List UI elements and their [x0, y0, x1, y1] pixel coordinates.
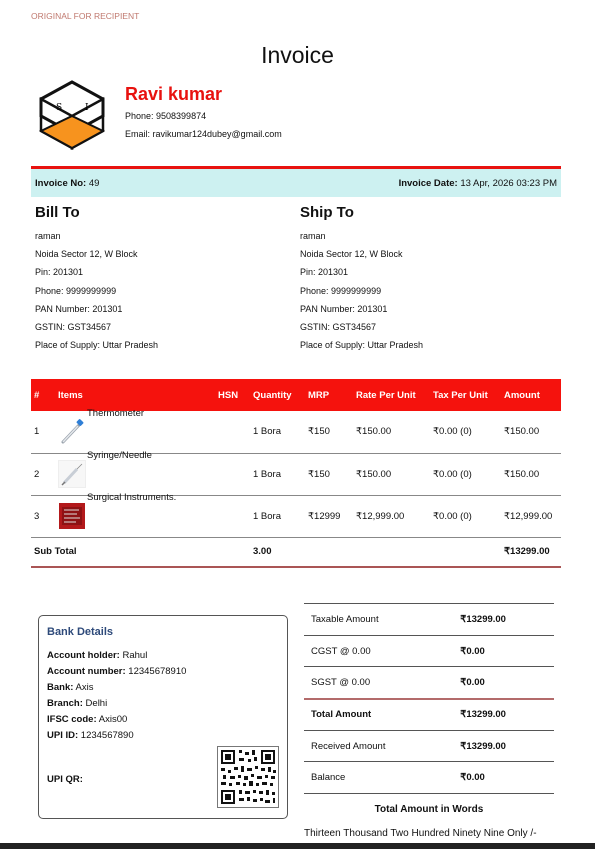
bill-to-address: Noida Sector 12, W Block	[35, 249, 138, 260]
seller-name: Ravi kumar	[125, 84, 223, 104]
totals-label: CGST @ 0.00	[304, 635, 453, 667]
syringe-icon	[58, 460, 86, 488]
col-header-hsn: HSN	[215, 379, 250, 411]
totals-label: SGST @ 0.00	[304, 667, 453, 699]
col-header-mrp: MRP	[305, 379, 353, 411]
item-name: Syringe/Needle	[87, 450, 152, 461]
amount-in-words: Thirteen Thousand Two Hundred Ninety Nine Only /-	[304, 828, 537, 839]
bill-to-gstin: GSTIN: GST34567	[35, 321, 112, 332]
row-number: 1	[31, 411, 55, 453]
item-rate: ₹12,999.00	[353, 495, 430, 537]
upi-id: UPI ID: 1234567890	[47, 730, 134, 741]
copy-type-label: ORIGINAL FOR RECIPIENT	[31, 11, 140, 21]
upi-qr-label: UPI QR:	[47, 774, 83, 785]
ship-to-pin: Pin: 201301	[300, 267, 349, 278]
item-name: Thermometer	[87, 407, 145, 419]
item-hsn	[215, 453, 250, 495]
col-header-tax: Tax Per Unit	[430, 379, 501, 411]
item-mrp: ₹150	[305, 453, 353, 495]
item-amount: ₹150.00	[501, 453, 561, 495]
totals-value: ₹13299.00	[453, 699, 554, 731]
page-title: Invoice	[261, 42, 334, 68]
totals-value: ₹13299.00	[453, 604, 554, 636]
item-amount: ₹150.00	[501, 411, 561, 453]
item-tax: ₹0.00 (0)	[430, 411, 501, 453]
account-number: Account number: 12345678910	[47, 666, 187, 677]
totals-value: ₹0.00	[453, 667, 554, 699]
ship-to-name: raman	[300, 231, 326, 241]
item-mrp: ₹12999	[305, 495, 353, 537]
subtotal-amount: ₹13299.00	[501, 537, 561, 567]
ifsc-code: IFSC code: Axis00	[47, 714, 128, 725]
totals-value: ₹13299.00	[453, 730, 554, 762]
col-header-rate: Rate Per Unit	[353, 379, 430, 411]
row-number: 3	[31, 495, 55, 537]
item-quantity: 1 Bora	[250, 411, 305, 453]
table-row	[31, 495, 561, 537]
taxable-amount-row	[304, 604, 554, 636]
totals-label: Taxable Amount	[304, 604, 453, 636]
total-amount-row	[304, 699, 554, 731]
item-quantity: 1 Bora	[250, 453, 305, 495]
bank-name: Bank: Axis	[47, 682, 94, 693]
company-logo-icon	[39, 80, 105, 150]
totals-value: ₹0.00	[453, 762, 554, 794]
item-mrp: ₹150	[305, 411, 353, 453]
totals-label: Balance	[304, 762, 453, 794]
totals-label: Received Amount	[304, 730, 453, 762]
surgical-instruments-icon	[58, 502, 86, 530]
col-header-items: Items	[55, 379, 215, 411]
account-holder: Account holder: Rahul	[47, 650, 148, 661]
bill-to-heading: Bill To	[35, 204, 80, 221]
amount-in-words-heading: Total Amount in Words	[374, 804, 484, 815]
bill-to-pan: PAN Number: 201301	[35, 303, 123, 314]
ship-to-place-of-supply: Place of Supply: Uttar Pradesh	[300, 340, 424, 351]
bank-branch: Branch: Delhi	[47, 698, 108, 709]
item-hsn	[215, 411, 250, 453]
invoice-number: Invoice No: 49	[35, 177, 100, 189]
table-row	[31, 453, 561, 495]
ship-to-heading: Ship To	[300, 204, 354, 221]
item-amount: ₹12,999.00	[501, 495, 561, 537]
upi-qr-code-icon	[217, 746, 279, 808]
bill-to-phone: Phone: 9999999999	[35, 285, 117, 296]
totals-value: ₹0.00	[453, 635, 554, 667]
subtotal-row	[31, 537, 561, 567]
item-tax: ₹0.00 (0)	[430, 495, 501, 537]
items-header-row	[31, 379, 561, 411]
item-cell	[55, 450, 215, 495]
invoice-info-bar	[31, 169, 561, 197]
thermometer-icon	[58, 418, 86, 446]
ship-to-address: Noida Sector 12, W Block	[300, 249, 403, 260]
ship-to-pan: PAN Number: 201301	[300, 303, 388, 314]
col-header-amount: Amount	[501, 379, 561, 411]
invoice-date: Invoice Date: 13 Apr, 2026 03:23 PM	[398, 177, 557, 189]
col-header-number: #	[31, 379, 55, 411]
bottom-bar	[0, 843, 595, 849]
ship-to-section	[300, 204, 540, 357]
bill-to-pin: Pin: 201301	[35, 267, 84, 278]
item-rate: ₹150.00	[353, 411, 430, 453]
bill-to-name: raman	[35, 231, 61, 241]
bill-to-section	[35, 204, 275, 357]
seller-phone: Phone: 9508399874	[125, 111, 207, 121]
item-quantity: 1 Bora	[250, 495, 305, 537]
subtotal-quantity: 3.00	[250, 537, 305, 567]
seller-email: Email: ravikumar124dubey@gmail.com	[125, 129, 282, 139]
col-header-quantity: Quantity	[250, 379, 305, 411]
row-number: 2	[31, 453, 55, 495]
totals-label: Total Amount	[304, 699, 453, 731]
logo-letter-i: I	[85, 103, 89, 113]
item-rate: ₹150.00	[353, 453, 430, 495]
ship-to-phone: Phone: 9999999999	[300, 285, 382, 296]
logo-letter-s: S	[56, 103, 63, 113]
items-table	[31, 379, 561, 568]
balance-row	[304, 762, 554, 794]
subtotal-label: Sub Total	[31, 537, 250, 567]
ship-to-gstin: GSTIN: GST34567	[300, 321, 377, 332]
received-amount-row	[304, 730, 554, 762]
bank-details-heading: Bank Details	[47, 626, 114, 638]
sgst-row	[304, 667, 554, 699]
bill-to-place-of-supply: Place of Supply: Uttar Pradesh	[35, 340, 159, 351]
bank-details-box	[38, 615, 288, 819]
item-hsn	[215, 495, 250, 537]
item-tax: ₹0.00 (0)	[430, 453, 501, 495]
cgst-row	[304, 635, 554, 667]
item-cell	[55, 492, 215, 537]
totals-table	[304, 603, 554, 794]
item-cell	[55, 407, 215, 453]
table-row	[31, 411, 561, 453]
item-name: Surgical Instruments.	[87, 492, 177, 503]
